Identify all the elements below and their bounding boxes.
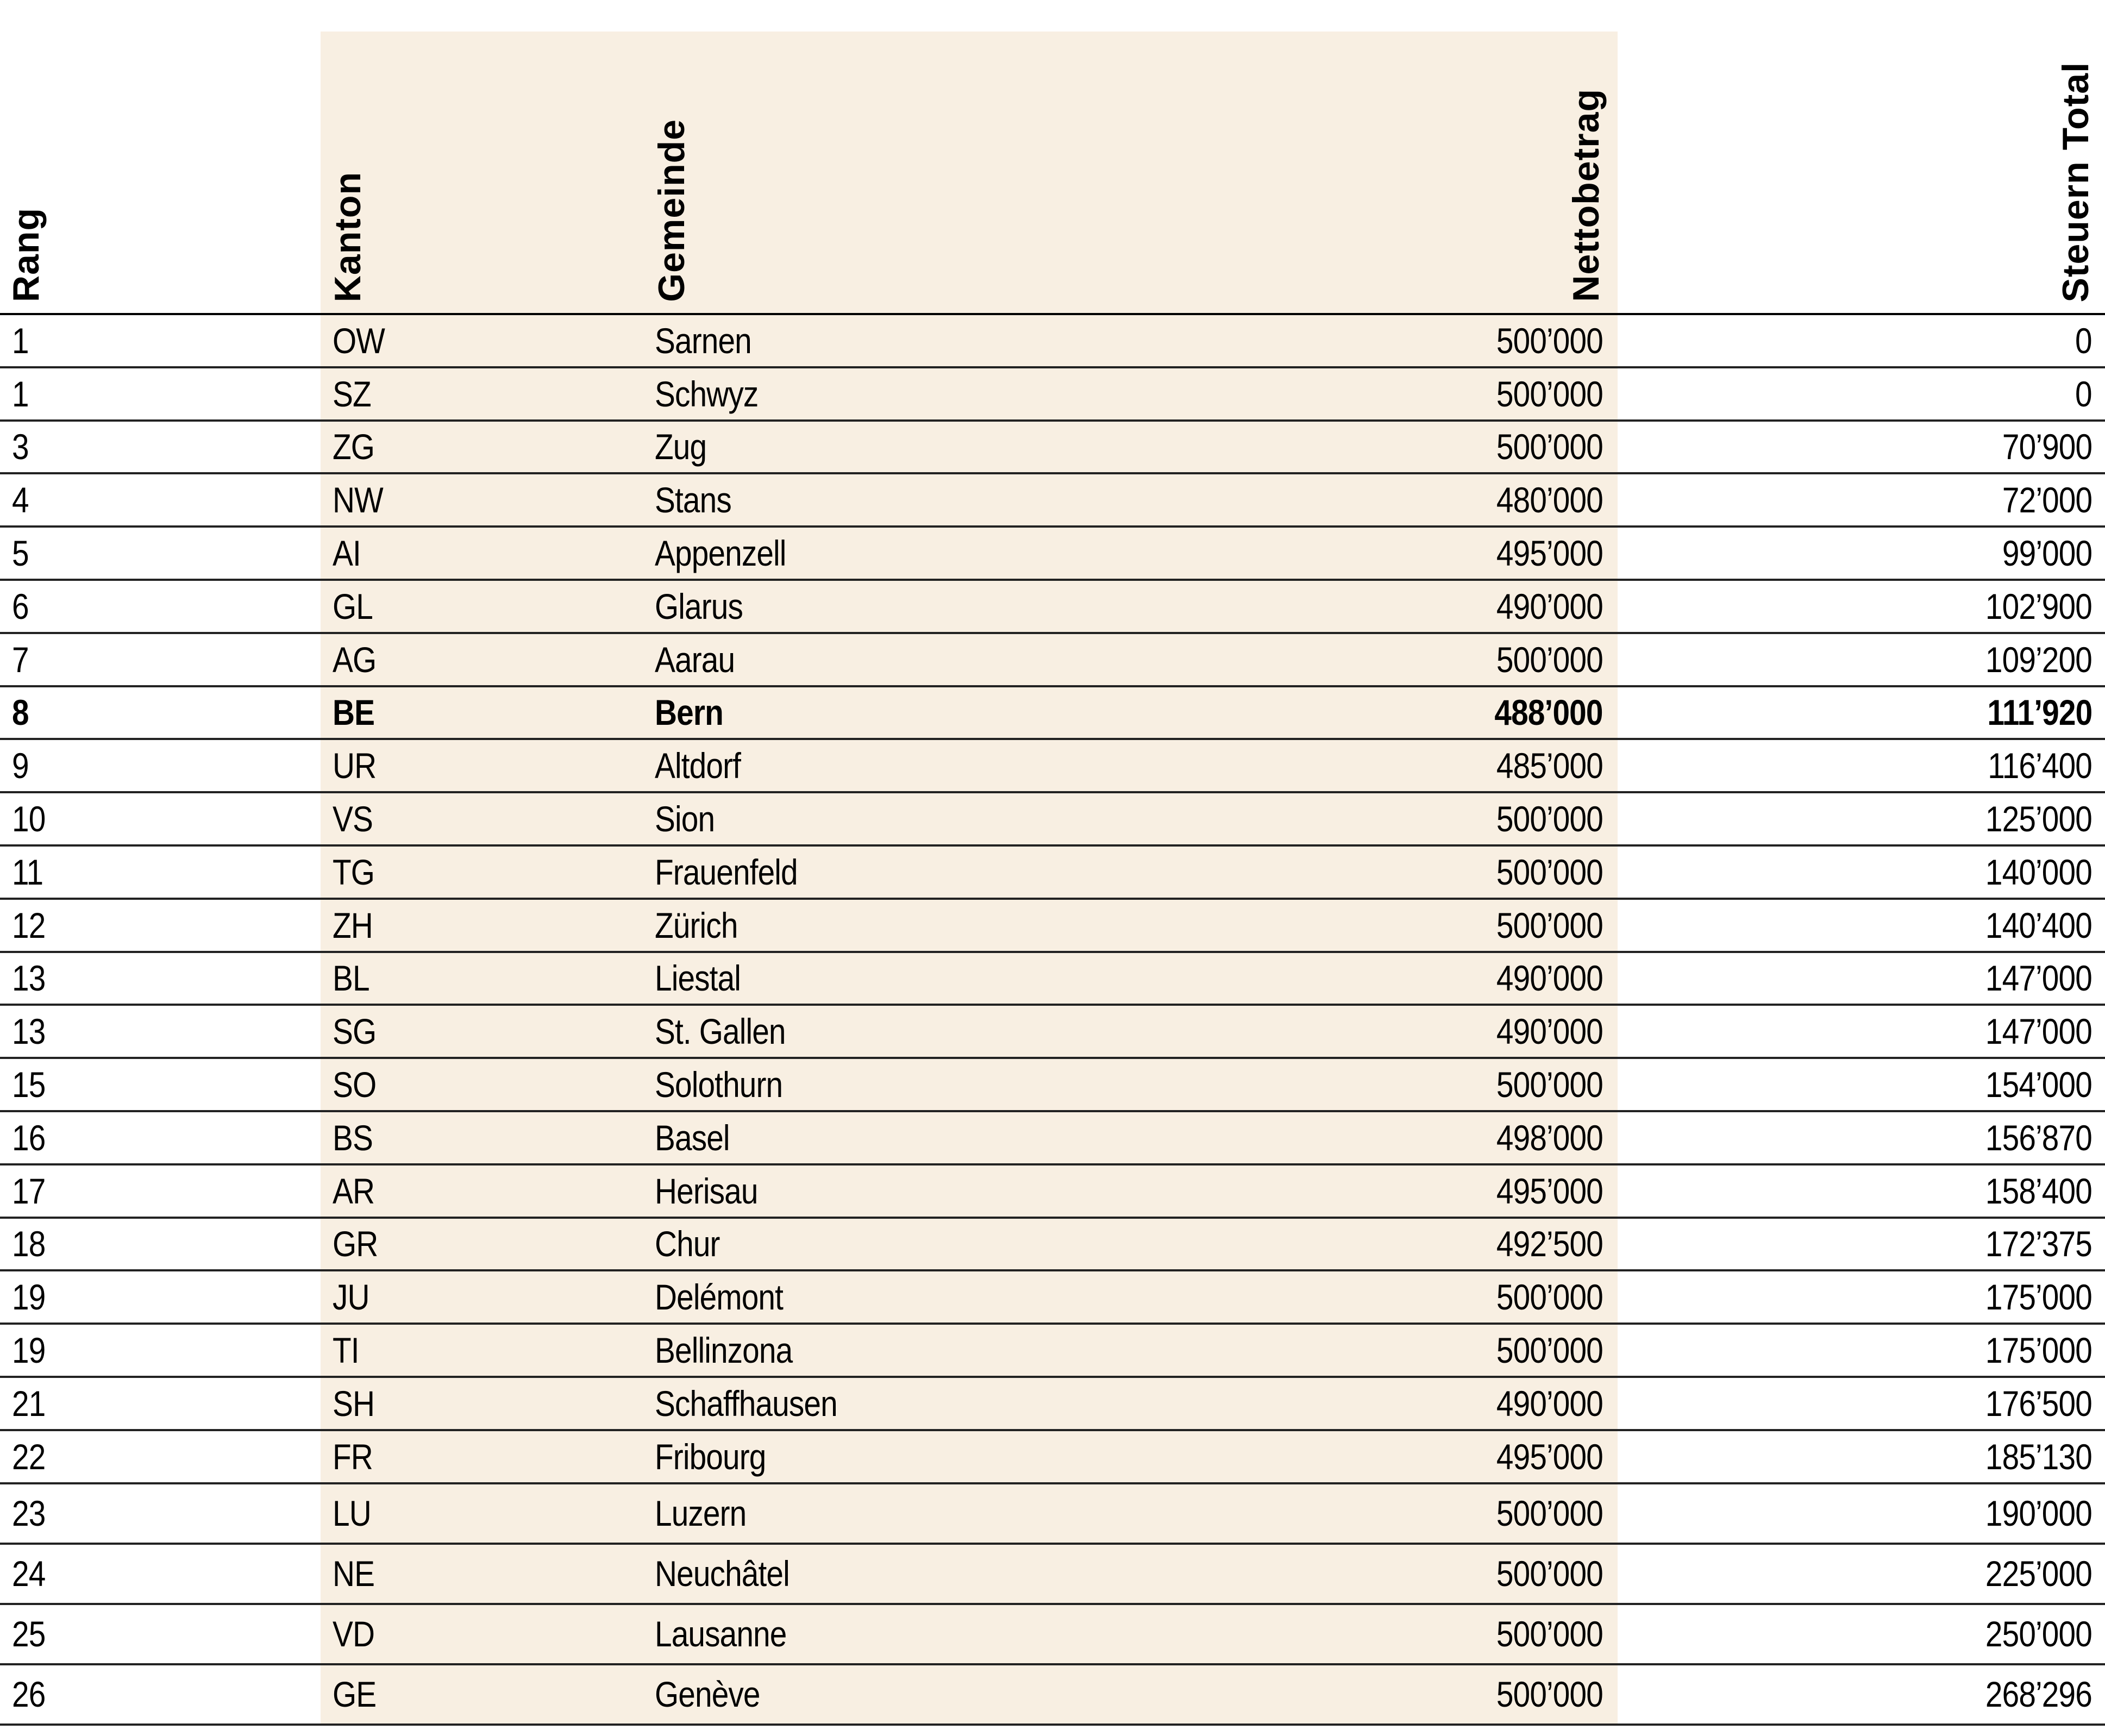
- cell-gemeinde-text: Bellinzona: [655, 1330, 793, 1371]
- cell-nettobetrag: [1479, 474, 1603, 525]
- cell-gemeinde-text: St. Gallen: [655, 1011, 786, 1052]
- cell-gemeinde-text: Schwyz: [655, 373, 759, 414]
- header-cell-nettobetrag: [1521, 0, 1618, 314]
- cell-nettobetrag-text: 498’000: [1496, 1117, 1603, 1158]
- cell-nettobetrag: [1479, 1219, 1603, 1270]
- cell-nettobetrag-text: 500’000: [1496, 427, 1603, 467]
- cell-gemeinde: [655, 474, 744, 525]
- cell-rang-text: 19: [12, 1330, 46, 1371]
- cell-kanton: [333, 1605, 381, 1663]
- cell-nettobetrag: [1479, 368, 1603, 419]
- cell-kanton: [333, 315, 393, 366]
- cell-steuern-total: [1968, 1006, 2092, 1057]
- cell-kanton: [333, 953, 375, 1004]
- cell-rang: [12, 687, 32, 738]
- cell-rang-text: 4: [12, 480, 29, 521]
- cell-gemeinde: [655, 1665, 777, 1724]
- cell-gemeinde: [655, 1325, 815, 1376]
- header-rang: Rang: [5, 208, 47, 302]
- cell-rang-text: 25: [12, 1614, 46, 1654]
- cell-rang: [12, 422, 32, 473]
- cell-rang: [12, 368, 32, 419]
- cell-rang-text: 5: [12, 533, 29, 574]
- cell-nettobetrag: [1479, 1484, 1603, 1543]
- cell-nettobetrag-text: 495’000: [1496, 533, 1603, 574]
- table-row-highlighted: [0, 687, 2105, 741]
- cell-kanton-text: BS: [333, 1117, 373, 1158]
- cell-gemeinde-text: Sarnen: [655, 320, 751, 361]
- cell-nettobetrag: [1479, 1059, 1603, 1110]
- cell-nettobetrag-text: 500’000: [1496, 1553, 1603, 1594]
- cell-kanton-text: UR: [333, 745, 377, 786]
- cell-gemeinde-text: Zug: [655, 427, 707, 467]
- table-row: [0, 1112, 2105, 1165]
- table-row: [0, 634, 2105, 687]
- cell-kanton-text: OW: [333, 320, 385, 361]
- cell-steuern-total-text: 0: [2075, 320, 2092, 361]
- cell-steuern-total: [1968, 900, 2092, 951]
- cell-kanton: [333, 1484, 377, 1543]
- table-row: [0, 1219, 2105, 1272]
- cell-steuern-total-text: 102’900: [1985, 586, 2092, 626]
- cell-rang-text: 15: [12, 1064, 46, 1105]
- cell-gemeinde: [655, 1112, 742, 1163]
- cell-nettobetrag: [1479, 847, 1603, 898]
- cell-nettobetrag-text: 492’500: [1496, 1224, 1603, 1264]
- cell-nettobetrag-text: 495’000: [1496, 1170, 1603, 1211]
- cell-rang: [12, 953, 51, 1004]
- cell-nettobetrag: [1479, 1271, 1603, 1323]
- cell-rang-text: 6: [12, 586, 29, 626]
- cell-gemeinde: [655, 1545, 811, 1603]
- cell-steuern-total-text: 72’000: [2002, 480, 2092, 521]
- table-row: [0, 1325, 2105, 1378]
- cell-nettobetrag: [1479, 1431, 1603, 1482]
- cell-kanton-text: BL: [333, 958, 369, 999]
- cell-gemeinde: [655, 900, 751, 951]
- cell-steuern-total-text: 185’130: [1985, 1436, 2092, 1477]
- cell-nettobetrag-text: 500’000: [1496, 1493, 1603, 1534]
- cell-gemeinde: [655, 368, 775, 419]
- cell-nettobetrag: [1479, 315, 1603, 366]
- cell-steuern-total-text: 140’000: [1985, 851, 2092, 892]
- cell-rang-text: 18: [12, 1224, 46, 1264]
- cell-gemeinde-text: Genève: [655, 1674, 760, 1715]
- cell-nettobetrag: [1479, 1665, 1603, 1724]
- cell-rang-text: 13: [12, 1011, 46, 1052]
- cell-gemeinde: [655, 315, 767, 366]
- cell-steuern-total: [1968, 953, 2092, 1004]
- cell-kanton: [333, 634, 383, 685]
- cell-gemeinde: [655, 953, 755, 1004]
- header-steuern-total: Steuern Total: [2055, 61, 2096, 302]
- table-row: [0, 1665, 2105, 1726]
- cell-kanton: [333, 793, 379, 844]
- cell-steuern-total-text: 176’500: [1985, 1383, 2092, 1424]
- cell-kanton: [333, 1271, 375, 1323]
- cell-nettobetrag-text: 490’000: [1496, 586, 1603, 626]
- table-row: [0, 1006, 2105, 1059]
- cell-steuern-total-text: 0: [2075, 373, 2092, 414]
- cell-steuern-total-text: 175’000: [1985, 1277, 2092, 1318]
- cell-nettobetrag-text: 500’000: [1496, 320, 1603, 361]
- cell-gemeinde-text: Neuchâtel: [655, 1553, 790, 1594]
- cell-steuern-total-text: 175’000: [1985, 1330, 2092, 1371]
- cell-gemeinde: [655, 581, 757, 632]
- header-gemeinde: Gemeinde: [651, 119, 692, 302]
- cell-kanton-text: GE: [333, 1674, 377, 1715]
- cell-rang: [12, 1271, 51, 1323]
- cell-rang-text: 13: [12, 958, 46, 999]
- cell-rang: [12, 1059, 51, 1110]
- cell-steuern-total-text: 190’000: [1985, 1493, 2092, 1534]
- cell-steuern-total: [1971, 740, 2092, 791]
- cell-nettobetrag: [1479, 900, 1603, 951]
- cell-gemeinde: [655, 1431, 784, 1482]
- cell-gemeinde: [655, 687, 734, 738]
- header-cell-gemeinde: [647, 0, 1618, 314]
- table-row: [0, 1484, 2105, 1545]
- cell-gemeinde: [655, 528, 807, 579]
- cell-steuern-total-text: 147’000: [1985, 1011, 2092, 1052]
- cell-gemeinde: [655, 1378, 867, 1429]
- cell-gemeinde: [655, 1271, 804, 1323]
- cell-nettobetrag-text: 488’000: [1494, 692, 1603, 733]
- cell-steuern-total: [1970, 687, 2092, 738]
- cell-gemeinde: [655, 1219, 730, 1270]
- cell-rang-text: 8: [12, 692, 29, 733]
- cell-rang: [12, 1665, 51, 1724]
- table-row: [0, 315, 2105, 368]
- cell-rang: [12, 581, 32, 632]
- header-kanton: Kanton: [327, 171, 368, 302]
- cell-steuern-total: [1968, 1378, 2092, 1429]
- cell-steuern-total-text: 125’000: [1985, 799, 2092, 839]
- cell-rang: [12, 528, 32, 579]
- cell-nettobetrag-text: 495’000: [1496, 1436, 1603, 1477]
- cell-rang: [12, 1484, 51, 1543]
- cell-rang-text: 24: [12, 1553, 46, 1594]
- cell-steuern-total-text: 268’296: [1985, 1674, 2092, 1715]
- cell-gemeinde: [655, 1165, 774, 1217]
- cell-rang: [12, 315, 32, 366]
- cell-rang-text: 16: [12, 1117, 46, 1158]
- cell-kanton: [333, 528, 365, 579]
- cell-nettobetrag: [1479, 634, 1603, 685]
- cell-rang: [12, 1545, 51, 1603]
- cell-kanton-text: AG: [333, 639, 377, 680]
- table-row: [0, 528, 2105, 581]
- cell-rang-text: 22: [12, 1436, 46, 1477]
- cell-kanton: [333, 1325, 364, 1376]
- cell-nettobetrag: [1479, 528, 1603, 579]
- cell-kanton-text: SG: [333, 1011, 377, 1052]
- cell-nettobetrag-text: 485’000: [1496, 745, 1603, 786]
- cell-steuern-total-text: 116’400: [1988, 745, 2092, 786]
- cell-gemeinde-text: Bern: [655, 692, 723, 733]
- cell-gemeinde-text: Herisau: [655, 1170, 758, 1211]
- cell-nettobetrag-text: 500’000: [1496, 851, 1603, 892]
- cell-gemeinde-text: Glarus: [655, 586, 743, 626]
- cell-kanton: [333, 1059, 383, 1110]
- cell-steuern-total-text: 225’000: [1985, 1553, 2092, 1594]
- cell-nettobetrag-text: 500’000: [1496, 905, 1603, 945]
- cell-kanton-text: SH: [333, 1383, 375, 1424]
- cell-steuern-total-text: 154’000: [1985, 1064, 2092, 1105]
- table-row: [0, 474, 2105, 528]
- cell-kanton: [333, 1165, 381, 1217]
- cell-nettobetrag-text: 500’000: [1496, 1277, 1603, 1318]
- cell-kanton: [333, 740, 383, 791]
- cell-rang-text: 7: [12, 639, 29, 680]
- cell-kanton-text: ZH: [333, 905, 373, 945]
- cell-gemeinde-text: Altdorf: [655, 745, 741, 786]
- cell-rang-text: 12: [12, 905, 46, 945]
- cell-kanton: [333, 474, 391, 525]
- table-row: [0, 1545, 2105, 1605]
- cell-rang: [12, 1112, 51, 1163]
- cell-rang-text: 9: [12, 745, 29, 786]
- cell-steuern-total-text: 158’400: [1985, 1170, 2092, 1211]
- cell-kanton-text: SO: [333, 1064, 377, 1105]
- cell-kanton-text: NW: [333, 480, 383, 521]
- cell-steuern-total: [1988, 474, 2092, 525]
- cell-nettobetrag: [1479, 581, 1603, 632]
- cell-steuern-total: [1968, 634, 2092, 685]
- cell-steuern-total: [1968, 1112, 2092, 1163]
- cell-kanton-text: BE: [333, 692, 375, 733]
- cell-rang: [12, 1605, 51, 1663]
- cell-kanton-text: TI: [333, 1330, 359, 1371]
- cell-nettobetrag: [1479, 740, 1603, 791]
- cell-kanton-text: FR: [333, 1436, 373, 1477]
- cell-gemeinde: [655, 740, 755, 791]
- cell-kanton: [333, 1378, 381, 1429]
- cell-rang: [12, 1378, 51, 1429]
- cell-rang: [12, 793, 51, 844]
- cell-kanton: [333, 1112, 379, 1163]
- cell-steuern-total-text: 147’000: [1985, 958, 2092, 999]
- cell-gemeinde: [655, 1605, 808, 1663]
- cell-rang: [12, 900, 51, 951]
- cell-nettobetrag-text: 500’000: [1496, 799, 1603, 839]
- cell-steuern-total: [1968, 1325, 2092, 1376]
- table-row: [0, 1378, 2105, 1431]
- cell-steuern-total-text: 140’400: [1985, 905, 2092, 945]
- table-row: [0, 581, 2105, 634]
- cell-gemeinde-text: Solothurn: [655, 1064, 783, 1105]
- cell-steuern-total: [1968, 1605, 2092, 1663]
- cell-nettobetrag-text: 500’000: [1496, 1330, 1603, 1371]
- table-row: [0, 900, 2105, 953]
- table-row: [0, 1605, 2105, 1665]
- cell-steuern-total-text: 172’375: [1985, 1224, 2092, 1264]
- cell-kanton-text: GL: [333, 586, 373, 626]
- cell-gemeinde-text: Fribourg: [655, 1436, 766, 1477]
- cell-steuern-total-text: 109’200: [1985, 639, 2092, 680]
- cell-kanton: [333, 1665, 383, 1724]
- cell-steuern-total: [1968, 1431, 2092, 1482]
- cell-kanton-text: VD: [333, 1614, 375, 1654]
- cell-rang: [12, 847, 48, 898]
- header-nettobetrag: Nettobetrag: [1565, 89, 1607, 302]
- cell-steuern-total: [2072, 315, 2092, 366]
- table-row: [0, 1271, 2105, 1325]
- cell-kanton-text: AI: [333, 533, 361, 574]
- cell-nettobetrag-text: 500’000: [1496, 1064, 1603, 1105]
- cell-steuern-total-text: 156’870: [1985, 1117, 2092, 1158]
- cell-steuern-total: [1968, 847, 2092, 898]
- cell-nettobetrag: [1479, 953, 1603, 1004]
- table-row: [0, 953, 2105, 1006]
- cell-kanton: [333, 1431, 379, 1482]
- cell-kanton-text: LU: [333, 1493, 371, 1534]
- cell-gemeinde-text: Schaffhausen: [655, 1383, 837, 1424]
- cell-steuern-total: [1988, 528, 2092, 579]
- cell-kanton: [333, 687, 381, 738]
- cell-gemeinde-text: Basel: [655, 1117, 730, 1158]
- cell-gemeinde: [655, 422, 715, 473]
- cell-kanton-text: ZG: [333, 427, 375, 467]
- header-cell-kanton: [321, 0, 647, 314]
- cell-nettobetrag: [1477, 687, 1603, 738]
- cell-rang: [12, 1165, 51, 1217]
- table-row: [0, 422, 2105, 475]
- table-row: [0, 1059, 2105, 1112]
- cell-nettobetrag-text: 500’000: [1496, 639, 1603, 680]
- cell-steuern-total: [1968, 793, 2092, 844]
- cell-gemeinde-text: Sion: [655, 799, 715, 839]
- cell-rang-text: 3: [12, 427, 29, 467]
- cell-rang: [12, 1006, 51, 1057]
- cell-steuern-total: [1968, 1484, 2092, 1543]
- cell-gemeinde: [655, 1006, 807, 1057]
- cell-nettobetrag: [1479, 793, 1603, 844]
- cell-rang: [12, 1325, 51, 1376]
- cell-nettobetrag-text: 490’000: [1496, 1383, 1603, 1424]
- cell-nettobetrag-text: 500’000: [1496, 1614, 1603, 1654]
- cell-gemeinde-text: Aarau: [655, 639, 735, 680]
- table-row: [0, 847, 2105, 900]
- cell-kanton: [333, 422, 381, 473]
- cell-gemeinde: [655, 1059, 804, 1110]
- cell-steuern-total: [1968, 1665, 2092, 1724]
- cell-rang: [12, 740, 32, 791]
- table-row: [0, 1431, 2105, 1484]
- cell-kanton-text: NE: [333, 1553, 375, 1594]
- header-cell-rang: [0, 0, 321, 314]
- cell-steuern-total: [1968, 581, 2092, 632]
- cell-steuern-total: [1988, 422, 2092, 473]
- cell-kanton: [333, 1006, 383, 1057]
- cell-gemeinde-text: Lausanne: [655, 1614, 787, 1654]
- cell-gemeinde-text: Appenzell: [655, 533, 786, 574]
- header-cell-steuern-total: [2010, 0, 2105, 314]
- cell-nettobetrag-text: 490’000: [1496, 1011, 1603, 1052]
- cell-kanton: [333, 368, 377, 419]
- table-row: [0, 368, 2105, 422]
- cell-nettobetrag: [1479, 1112, 1603, 1163]
- cell-steuern-total: [1968, 1545, 2092, 1603]
- cell-rang-text: 10: [12, 799, 46, 839]
- cell-rang-text: 1: [12, 373, 29, 414]
- cell-gemeinde-text: Zürich: [655, 905, 738, 945]
- cell-kanton: [333, 847, 381, 898]
- cell-kanton: [333, 1545, 381, 1603]
- cell-steuern-total: [2072, 368, 2092, 419]
- cell-gemeinde: [655, 847, 821, 898]
- cell-rang: [12, 1431, 51, 1482]
- cell-gemeinde-text: Frauenfeld: [655, 851, 798, 892]
- cell-gemeinde: [655, 1484, 761, 1543]
- cell-kanton-text: SZ: [333, 373, 371, 414]
- cell-steuern-total: [1968, 1219, 2092, 1270]
- cell-kanton-text: TG: [333, 851, 375, 892]
- cell-nettobetrag: [1479, 1325, 1603, 1376]
- cell-gemeinde-text: Chur: [655, 1224, 720, 1264]
- cell-kanton-text: JU: [333, 1277, 369, 1318]
- cell-nettobetrag: [1479, 422, 1603, 473]
- cell-rang-text: 17: [12, 1170, 46, 1211]
- cell-steuern-total-text: 70’900: [2002, 427, 2092, 467]
- table-row: [0, 740, 2105, 793]
- cell-rang: [12, 1219, 51, 1270]
- cell-nettobetrag: [1479, 1378, 1603, 1429]
- cell-kanton: [333, 1219, 385, 1270]
- cell-gemeinde-text: Delémont: [655, 1277, 784, 1318]
- cell-nettobetrag-text: 490’000: [1496, 958, 1603, 999]
- cell-kanton: [333, 900, 379, 951]
- cell-rang-text: 23: [12, 1493, 46, 1534]
- cell-rang-text: 11: [12, 851, 43, 892]
- cell-gemeinde-text: Liestal: [655, 958, 741, 999]
- cell-steuern-total-text: 250’000: [1985, 1614, 2092, 1654]
- cell-rang: [12, 634, 32, 685]
- cell-rang-text: 19: [12, 1277, 46, 1318]
- cell-kanton-text: VS: [333, 799, 373, 839]
- cell-kanton-text: GR: [333, 1224, 378, 1264]
- cell-gemeinde-text: Stans: [655, 480, 731, 521]
- cell-steuern-total-text: 99’000: [2002, 533, 2092, 574]
- cell-gemeinde-text: Luzern: [655, 1493, 747, 1534]
- cell-nettobetrag-text: 500’000: [1496, 1674, 1603, 1715]
- cell-rang-text: 26: [12, 1674, 46, 1715]
- cell-nettobetrag-text: 500’000: [1496, 373, 1603, 414]
- cell-rang: [12, 474, 32, 525]
- cell-steuern-total: [1968, 1059, 2092, 1110]
- table-row: [0, 1165, 2105, 1219]
- cell-gemeinde: [655, 793, 724, 844]
- cell-kanton: [333, 581, 379, 632]
- cell-nettobetrag: [1479, 1165, 1603, 1217]
- cell-nettobetrag: [1479, 1006, 1603, 1057]
- cell-steuern-total-text: 111’920: [1987, 692, 2092, 733]
- cell-nettobetrag: [1479, 1605, 1603, 1663]
- cell-gemeinde: [655, 634, 748, 685]
- cell-kanton-text: AR: [333, 1170, 375, 1211]
- table-row: [0, 793, 2105, 847]
- cell-rang-text: 1: [12, 320, 29, 361]
- cell-nettobetrag: [1479, 1545, 1603, 1603]
- cell-steuern-total: [1968, 1271, 2092, 1323]
- cell-rang-text: 21: [12, 1383, 46, 1424]
- cell-steuern-total: [1968, 1165, 2092, 1217]
- cell-nettobetrag-text: 480’000: [1496, 480, 1603, 521]
